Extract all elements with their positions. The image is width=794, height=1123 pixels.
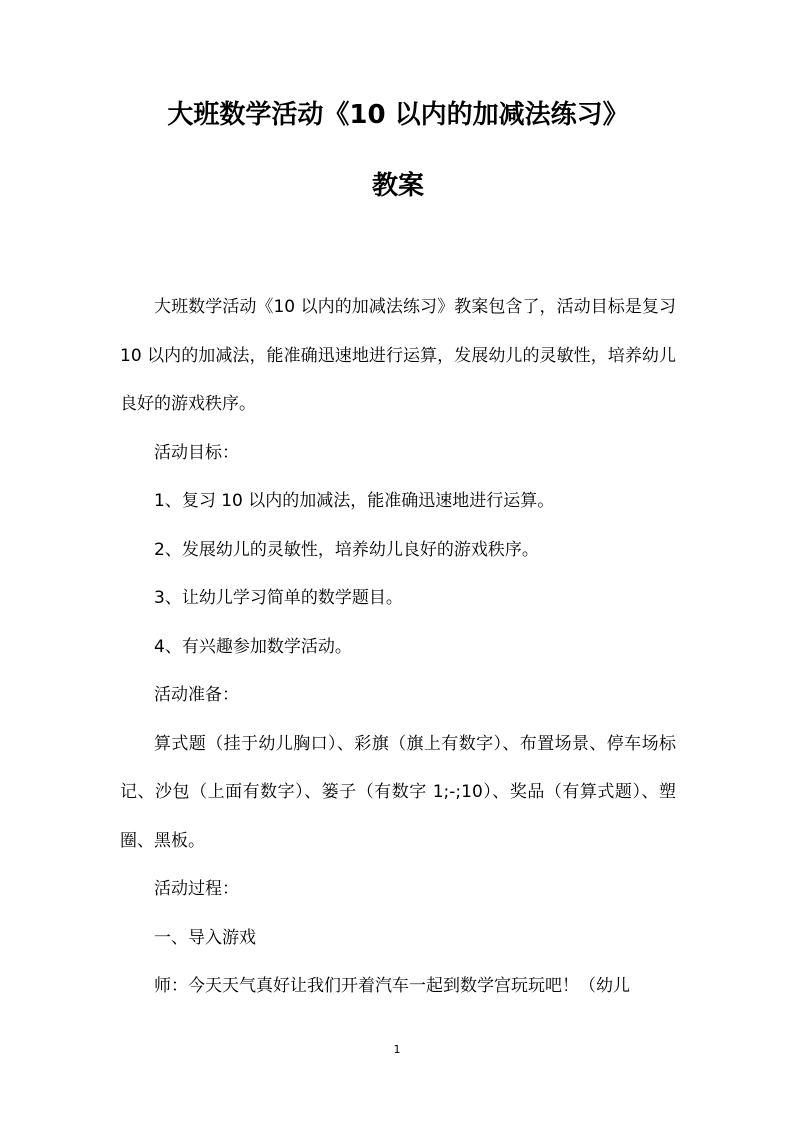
section-heading-process: 活动过程： [154,879,239,899]
section-heading-goals: 活动目标： [154,442,239,463]
goal-item-2: 2、发展幼儿的灵敏性，培养幼儿良好的游戏秩序。 [154,539,539,560]
section-heading-preparation: 活动准备： [154,685,239,705]
goal-item-3: 3、让幼儿学习简单的数学题目。 [154,588,403,608]
document-body [120,283,676,1011]
page-number: 1 [393,1043,401,1056]
goal-item-4: 4、有兴趣参加数学活动。 [154,636,352,657]
process-step-1-heading: 一、导入游戏 [154,927,256,948]
goal-item-1: 1、复习 10 以内的加减法，能准确迅速地进行运算。 [154,491,555,511]
process-step-1-paragraph: 师：今天天气真好让我们开着汽车一起到数学宫玩玩吧！（幼儿 [154,976,630,996]
intro-paragraph: 大班数学活动《10 以内的加减法练习》教案包含了，活动目标是复习 10 以内的加减法，能准确迅速地进行运算，发展幼儿的灵敏性，培养幼儿良好的游戏秩序。 [120,297,676,414]
document-title-line-1: 大班数学活动《10 以内的加减法练习》 [167,100,629,130]
document-title-line-2: 教案 [371,171,424,201]
preparation-paragraph: 算式题（挂于幼儿胸口）、彩旗（旗上有数字）、布置场景、停车场标记、沙包（上面有数字）、篓子（有数字 1;-;10）、奖品（有算式题）、塑圈、黑板。 [120,733,676,851]
